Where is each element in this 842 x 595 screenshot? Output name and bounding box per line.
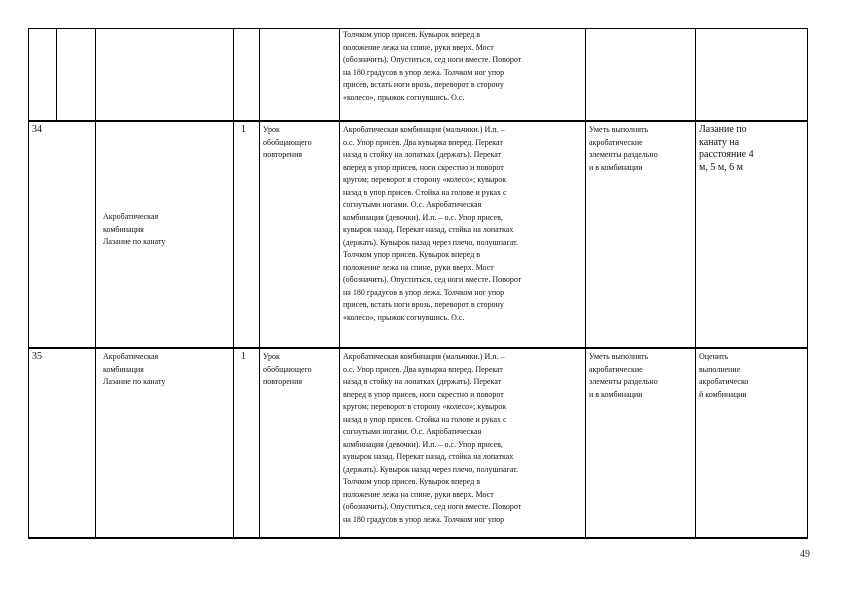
row-hours: 1 [241,124,246,135]
table-col-border [259,28,260,539]
row-content: Акробатическая комбинация (мальчики.) И.п. – о.с. Упор присев. Два кувырка вперед. Перекат назад в стойку на лопатках (держать). Перекат вперед в упор присев, ноги скрестно и поворот кругом; переворот в сторону «колесо»; кувырок назад в упор присев. Стойка на голове и руках с согнутыми ногами. О.с. Акробатическая комбинация (девочки). И.п. – о.с. Упор присев, кувырок назад. Перекат назад, стойка на лопатках (держать). Кувырок назад через плечо, полушпагат. Толчком упор присев. Кувырок вперед в положение лежа на спине, руки вверх. Мост (обозначить). Опуститься, сед ноги вместе. Поворот на 180 градусов в упор лежа. Толчком ног упор [343,352,522,524]
page-number: 49 [800,549,810,560]
row-topic: Акробатическая комбинация Лазание по канату [103,212,166,246]
row-topic: Акробатическая комбинация Лазание по канату [103,352,166,386]
table-rule-bottom [28,537,807,539]
table-col-border [695,28,696,539]
row-requirements: Уметь выполнять акробатические элементы раздельно и в комбинации [589,125,658,172]
continuation-content: Толчком упор присев. Кувырок вперед в положение лежа на спине, руки вверх. Мост (обозначить). Опуститься, сед ноги вместе. Поворот на 180 градусов в упор лежа. Толчком ног упор присев, встать ноги врозь, переворот в сторону «колесо», прыжок согнувшись. О.с. [343,30,522,102]
row-number: 34 [32,124,42,135]
table-col-border [585,28,586,539]
table-rule-row-34 [28,120,807,122]
table-col-border [56,28,57,121]
row-control: Лазание по канату на расстояние 4 м, 5 м, 6 м [699,124,754,173]
row-lesson-type: Урок обобщающего повторения [263,352,312,386]
table-col-border [233,28,234,539]
row-hours: 1 [241,351,246,362]
table-rule-row-35 [28,347,807,349]
table-col-border [95,28,96,539]
row-lesson-type: Урок обобщающего повторения [263,125,312,159]
row-control: Оценить выполнение акробатическо й комбинации [699,352,749,399]
table-col-border [28,28,29,539]
table-col-border [339,28,340,539]
row-content: Акробатическая комбинация (мальчики.) И.п. – о.с. Упор присев. Два кувырка вперед. Перекат назад в стойку на лопатках (держать). Перекат вперед в упор присев, ноги скрестно и поворот кругом; переворот в сторону «колесо»; кувырок назад в упор присев. Стойка на голове и руках с согнутыми ногами. О.с. Акробатическая комбинация (девочки). И.п. – о.с. Упор присев, кувырок назад. Перекат назад, стойка на лопатках (держать). Кувырок назад через плечо, полушпагат. Толчком упор присев. Кувырок вперед в положение лежа на спине, руки вверх. Мост (обозначить). Опуститься, сед ноги вместе. Поворот на 180 градусов в упор лежа. Толчком ног упор присев, встать ноги врозь, переворот в сторону «колесо», прыжок согнувшись. О.с. [343,125,522,322]
table-col-border [807,28,808,539]
row-requirements: Уметь выполнять акробатические элементы раздельно и в комбинации [589,352,658,399]
row-number: 35 [32,351,42,362]
